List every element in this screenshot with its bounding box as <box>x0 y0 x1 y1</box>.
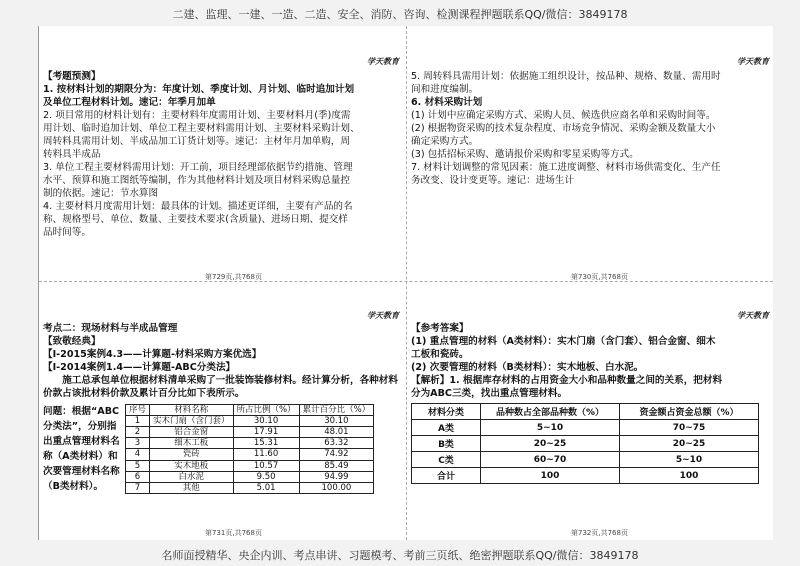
panel-material-plans <box>411 70 769 298</box>
table-cell: 74.92 <box>299 449 374 460</box>
table-cell: 100 <box>481 468 620 484</box>
abc-class-table <box>411 403 759 484</box>
table-header: 材料名称 <box>150 405 234 416</box>
table-cell: 100 <box>620 468 759 484</box>
panel-exam-prediction <box>43 70 401 298</box>
table-header-row <box>126 405 374 416</box>
table-cell: B类 <box>412 436 481 452</box>
table-cell: 5~10 <box>620 452 759 468</box>
table-cell: 实木门扇（含门套） <box>150 416 234 427</box>
answer-line: 工板和瓷砖。 <box>411 349 469 360</box>
table-cell: 其他 <box>150 482 234 493</box>
heading-exam-prediction: 【考题预测】 <box>43 71 101 82</box>
answer-line: (1) 重点管理的材料（A类材料）：实木门扇（含门套）、铝合金窗、细木 <box>411 336 716 347</box>
table-row <box>126 427 374 438</box>
table-cell: 94.99 <box>299 471 374 482</box>
table-cell: 70~75 <box>620 420 759 436</box>
top-banner: 二建、监理、一建、一造、二造、安全、消防、咨询、检测课程押题联系QQ/微信：3849178 <box>172 8 628 21</box>
p1-line: 品时间等。 <box>43 227 91 238</box>
p1-line: 周转料具需用计划、半成品加工订货计划等。速记：主材年月加单购，周 <box>43 136 350 147</box>
document-sheet <box>38 26 773 540</box>
p2-line: (2) 根据物资采购的技术复杂程度、市场竞争情况、采购金额及数量大小 <box>411 123 716 134</box>
table-row <box>126 460 374 471</box>
table-cell: 实木地板 <box>150 460 234 471</box>
table-cell: 瓷砖 <box>150 449 234 460</box>
table-cell: A类 <box>412 420 481 436</box>
p1-line: 1. 按材料计划的期限分为：年度计划、季度计划、月计划、临时追加计划 <box>43 84 355 95</box>
table-header: 所占比例（%） <box>233 405 299 416</box>
table-cell: 85.49 <box>299 460 374 471</box>
table-row <box>126 416 374 427</box>
table-cell: 15.31 <box>233 438 299 449</box>
page-number-731: 第731页,共768页 <box>205 529 262 537</box>
p1-line: 3. 单位工程主要材料需用计划：开工前，项目经理部依据节约措施、管理 <box>43 162 353 173</box>
p1-line: 转料具半成品 <box>43 149 101 160</box>
p2-line: (1) 计划中应确定采购方式、采购人员、候选供应商名单和采购时间等。 <box>411 110 716 121</box>
p2-line: 确定采购方式。 <box>411 136 479 147</box>
panel-answer <box>411 322 769 550</box>
logo-panel4: 学天教育 <box>737 311 769 320</box>
case-2014: 【Ⅰ-2014案例1.4——计算题-ABC分类法】 <box>43 362 236 373</box>
p1-line: 2. 项目常用的材料计划有：主要材料年度需用计划、主要材料月(季)度需 <box>43 110 351 121</box>
question-block <box>43 404 401 494</box>
table-header: 累计百分比（%） <box>299 405 374 416</box>
table-cell: 5~10 <box>481 420 620 436</box>
logo-panel3: 学天教育 <box>367 311 399 320</box>
table-cell: 3 <box>126 438 150 449</box>
table-header: 序号 <box>126 405 150 416</box>
p2-line: 间和进度编制。 <box>411 84 479 95</box>
question-text: 问题：根据“ABC分类法”，分别指出重点管理材料名称（A类材料）和次要管理材料名称（B类材料）。 <box>43 406 120 492</box>
answer-heading: 【参考答案】 <box>411 323 469 334</box>
panel-abc-case <box>43 322 401 550</box>
table-cell: 9.50 <box>233 471 299 482</box>
table-cell: 5 <box>126 460 150 471</box>
p2-line: 6. 材料采购计划 <box>411 97 483 108</box>
table-header-row <box>412 404 759 420</box>
table-cell: 20~25 <box>620 436 759 452</box>
case-description: 施工总承包单位根据材料清单采购了一批装饰装修材料。经计算分析，各种材料价款占该批材料价款及累计百分比如下表所示。 <box>43 375 398 399</box>
table-cell: 合计 <box>412 468 481 484</box>
table-cell: 10.57 <box>233 460 299 471</box>
logo-panel2: 学天教育 <box>737 57 769 66</box>
table-cell: 17.91 <box>233 427 299 438</box>
table-cell: C类 <box>412 452 481 468</box>
table-cell: 白水泥 <box>150 471 234 482</box>
table-cell: 铝合金窗 <box>150 427 234 438</box>
table-cell: 63.32 <box>299 438 374 449</box>
table-row <box>412 436 759 452</box>
table-cell: 11.60 <box>233 449 299 460</box>
topic-title: 考点二：现场材料与半成品管理 <box>43 323 178 334</box>
table-cell: 30.10 <box>233 416 299 427</box>
table-cell: 4 <box>126 449 150 460</box>
p1-line: 称、规格型号、单位、数量、主要技术要求(含质量)、进场日期、提交样 <box>43 214 348 225</box>
table-cell: 7 <box>126 482 150 493</box>
classic-heading: 【致敬经典】 <box>43 336 101 347</box>
table-cell: 48.01 <box>299 427 374 438</box>
page-number-732: 第732页,共768页 <box>571 529 628 537</box>
analysis-line: 分为ABC三类，找出重点管理材料。 <box>411 388 568 399</box>
table-row <box>126 449 374 460</box>
logo-panel1: 学天教育 <box>367 57 399 66</box>
table-cell: 60~70 <box>481 452 620 468</box>
table-row <box>126 438 374 449</box>
page-number-730: 第730页,共768页 <box>571 273 628 281</box>
p1-line: 及单位工程材料计划。速记：年季月加单 <box>43 97 216 108</box>
answer-line: (2) 次要管理的材料（B类材料）：实木地板、白水泥。 <box>411 362 644 373</box>
table-row <box>126 482 374 493</box>
p2-line: 5. 周转料具需用计划：依据施工组织设计，按品种、规格、数量、需用时 <box>411 71 721 82</box>
table-cell: 5.01 <box>233 482 299 493</box>
table-row <box>412 468 759 484</box>
table-cell: 6 <box>126 471 150 482</box>
table-header: 品种数占全部品种数（%） <box>481 404 620 420</box>
case-2015: 【Ⅰ-2015案例4.3——计算题-材料采购方案优选】 <box>43 349 262 360</box>
analysis-line: 【解析】1. 根据库存材料的占用资金大小和品种数量之间的关系，把材料 <box>411 375 723 386</box>
table-row <box>412 452 759 468</box>
table-header: 材料分类 <box>412 404 481 420</box>
table-cell: 30.10 <box>299 416 374 427</box>
p1-line: 制的依据。速记：节水算图 <box>43 188 159 199</box>
p2-line: 务改变、设计变更等。速记：进场生计 <box>411 175 575 186</box>
p1-line: 水平、预算和施工图纸等编制，作为其他材料计划及项目材料采购总量控 <box>43 175 350 186</box>
p1-line: 用计划、临时追加计划、单位工程主要材料需用计划、主要材料采购计划、 <box>43 123 360 134</box>
table-header: 资金额占资金总额（%） <box>620 404 759 420</box>
material-percent-table <box>125 404 374 494</box>
p1-line: 4. 主要材料月度需用计划：最具体的计划。描述更详细，主要有产品的名 <box>43 201 353 212</box>
table-cell: 2 <box>126 427 150 438</box>
table-cell: 20~25 <box>481 436 620 452</box>
p2-line: (3) 包括招标采购、邀请报价采购和零星采购等方式。 <box>411 149 639 160</box>
bottom-banner: 名师面授精华、央企内训、考点串讲、习题模考、考前三页纸、绝密押题联系QQ/微信：3849178 <box>161 549 639 562</box>
table-cell: 100.00 <box>299 482 374 493</box>
table-row <box>412 420 759 436</box>
table-cell: 1 <box>126 416 150 427</box>
p2-line: 7. 材料计划调整的常见因素：施工进度调整、材料市场供需变化、生产任 <box>411 162 721 173</box>
page-number-729: 第729页,共768页 <box>205 273 262 281</box>
vertical-divider <box>406 26 407 540</box>
table-cell: 细木工板 <box>150 438 234 449</box>
table-row <box>126 471 374 482</box>
